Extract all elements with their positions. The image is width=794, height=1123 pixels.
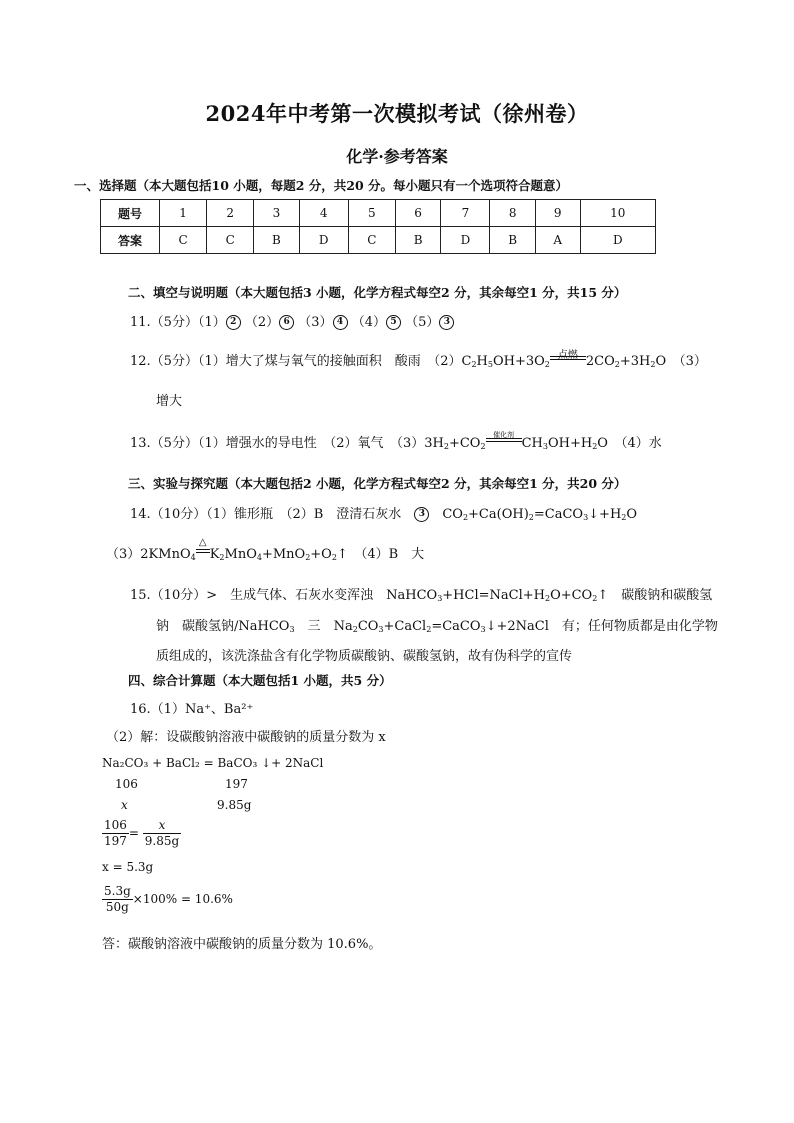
q15-tail1: 碳酸钠和碳酸氢 [621,588,713,603]
q15-line2: 钠 碳酸氢钠/NaHCO$_3$ 三 $Na_2CO_3+CaCl_2=CaCO_3↓+2NaCl$ 有；任何物质都是由化学物 [156,619,718,634]
q11-prefix: 11.（5分）（1） [130,315,226,330]
table-cell: 9 [535,200,580,227]
page-subtitle: 化学·参考答案 [346,147,448,166]
table-cell: A [535,227,580,254]
q11-answer-1: 2 [226,315,241,330]
molar-mass-1: 106 [115,777,138,791]
table-cell: C [348,227,395,254]
q14-line2-tail: （4）B 大 [360,547,425,562]
frac-numerator-2: x [143,818,181,834]
page-title: 2024年中考第一次模拟考试（徐州卷） [205,101,589,126]
condition-heat: △ [196,548,210,558]
variable-x: x [121,798,128,812]
section4-heading: 四、综合计算题（本大题包括1 小题，共5 分） [128,673,392,688]
q11-answer-5: 3 [439,315,454,330]
frac-denominator-1: 197 [104,834,127,848]
table-cell: C [160,227,207,254]
table-cell: 10 [580,200,655,227]
q14-prefix: 14.（10分）（1）锥形瓶 （2）B 澄清石灰水 [130,507,402,522]
table-cell: 4 [299,200,348,227]
pct-tail: ×100% = 10.6% [132,892,233,906]
q15-line2a: 钠 碳酸氢钠/NaHCO [156,619,290,634]
q11-line [130,311,454,330]
table-cell: B [490,227,535,254]
condition-ignite: 点燃 [550,355,586,365]
table-cell: B [395,227,440,254]
q14-line2: （3）2KMnO$_4$ △ $K_2MnO_4+MnO_2+O_2↑$ （4）B 大 [106,537,425,562]
table-cell: 7 [441,200,490,227]
q13-line: 13.（5分）（1）增强水的导电性 （2）氧气 $(3)3H_2+CO_2$ 催化剂 $CH_3OH+H_2O$ （4）水 [130,431,662,451]
q12-line: 12.（5分）（1）增大了煤与氧气的接触面积 酸雨 $(2)C_2H_5OH+3O_2$ 点燃 $2CO_2+3H_2O$ （3） [130,350,707,369]
q15-line3: 质组成的，该洗涤盐含有化学物质碳酸钠、碳酸氢钠，故有伪科学的宣传 [156,649,573,664]
section1-heading: 一、选择题（本大题包括10 小题，每题2 分，共20 分。每小题只有一个选项符合题意） [74,178,569,193]
q16-part2: （2）解：设碳酸钠溶液中碳酸钠的质量分数为 x [106,730,386,745]
section2-heading: 二、填空与说明题（本大题包括3 小题，化学方程式每空2 分，其余每空1 分，共15 分） [128,285,627,300]
q15-prefix: 15.（10分）> 生成气体、石灰水变浑浊 NaHCO [130,588,438,603]
q11-answer-2: 6 [279,315,294,330]
frac-denominator-2: 9.85g [144,834,180,848]
pct-denominator: 50g [105,900,129,914]
final-answer: 答：碳酸钠溶液中碳酸钠的质量分数为 10.6%。 [102,937,382,952]
table-cell: C [207,227,254,254]
q12-prefix: 12.（5分）（1）增大了煤与氧气的接触面积 酸雨 （2）C [130,354,472,369]
q15-line2b: 三 [307,619,321,634]
table-cell: B [254,227,299,254]
section3-heading: 三、实验与探究题（本大题包括2 小题，化学方程式每空2 分，其余每空1 分，共20 分） [128,476,627,491]
given-mass: 9.85g [217,798,252,812]
table-cell: 6 [395,200,440,227]
table-cell: 8 [490,200,535,227]
proportion: $\frac{106}{197}$ = $\frac{x}{9.85g}$ [104,818,180,848]
q13-tail: （4）水 [620,436,662,451]
pct-numerator: 5.3g [104,884,131,898]
q11-label-5: （5） [405,315,440,330]
q15-line: 15.（10分）> 生成气体、石灰水变浑浊 $NaHCO_3+HCl=NaCl+H_2O+CO_2↑$ 碳酸钠和碳酸氢 [130,588,713,603]
table-header-ans: 答案 [101,227,160,254]
q14-line: 14.（10分）（1）锥形瓶 （2）B 澄清石灰水 3 $CO_2+Ca(OH)_2=CaCO_3↓+H_2O$ [130,507,638,522]
table-row-answers [101,227,656,254]
table-cell: 2 [207,200,254,227]
condition-catalyst: 催化剂 [486,437,522,447]
table-cell: 3 [254,200,299,227]
table-row-numbers [101,200,656,227]
q13-prefix: 13.（5分）（1）增强水的导电性 （2）氧气 （3）3H [130,436,444,451]
result-x: x = 5.3g [102,860,154,874]
molar-mass-2: 197 [225,777,248,791]
q11-label-2: （2） [244,315,280,330]
table-cell: 1 [160,200,207,227]
q15-line2c: 有；任何物质都是由化学物 [561,619,718,634]
q12-tail: （3） [679,354,707,369]
q14-line2-prefix: （3）2KMnO [106,547,191,562]
frac-numerator-1: 106 [104,818,127,832]
q12-line2: 增大 [156,394,183,409]
q11-label-4: （4） [351,315,386,330]
answer-table [100,199,656,254]
percentage-calc [102,884,233,915]
table-cell: D [441,227,490,254]
reaction-equation: Na₂CO₃ + BaCl₂ = BaCO₃ ↓+ 2NaCl [102,756,324,770]
table-cell: D [299,227,348,254]
q11-answer-3: 4 [333,315,348,330]
q16-part1: 16.（1）Na⁺、Ba²⁺ [130,702,254,717]
q14-answer-circle: 3 [414,507,429,522]
q11-answer-4: 5 [386,315,401,330]
table-header-num: 题号 [101,200,160,227]
table-cell: D [580,227,655,254]
q11-label-3: （3） [298,315,333,330]
table-cell: 5 [348,200,395,227]
